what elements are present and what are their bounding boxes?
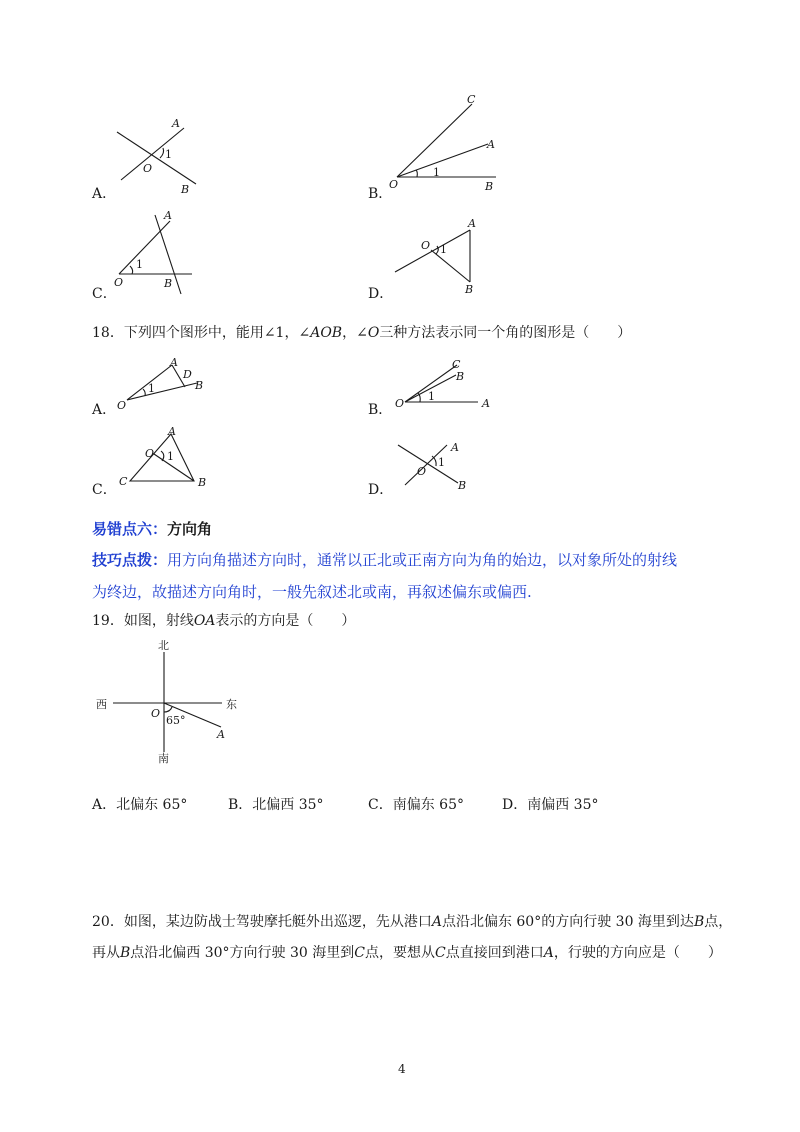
q20-line1: 20．如图，某边防战士驾驶摩托艇外出巡逻，先从港口A点沿北偏东 60°的方向行驶 30 海里到达B点， [92,914,733,930]
q17-c-label: C． [92,286,117,302]
svg-text:65°: 65° [166,714,186,727]
svg-text:A: A [468,217,476,230]
svg-text:南: 南 [158,752,169,765]
svg-text:1: 1 [148,382,155,395]
section6-heading: 易错点六：方向角 [92,520,213,538]
svg-text:C: C [452,358,461,371]
q19-option-a: A．北偏东 65° [92,797,188,813]
svg-text:1: 1 [433,166,440,179]
q17-d-label: D． [368,286,394,302]
svg-text:B: B [485,180,494,193]
svg-text:A: A [217,728,225,741]
svg-text:O: O [151,707,161,720]
q19-option-d: D．南偏西 35° [502,797,599,813]
svg-text:B: B [164,277,173,290]
svg-text:O: O [117,399,127,412]
q17-a-label: A． [92,186,117,202]
svg-text:B: B [181,183,190,196]
q17-b-label: B． [368,186,393,202]
q18-d-label: D． [368,482,394,498]
svg-text:C: C [119,475,128,488]
svg-text:东: 东 [226,698,237,711]
svg-text:O: O [417,465,427,478]
svg-text:1: 1 [440,243,447,256]
q18-b-label: B． [368,402,393,418]
section6-tip-line1: 技巧点拨：用方向角描述方向时，通常以正北或正南方向为角的始边，以对象所处的射线 [92,551,678,569]
section6-tip-line2: 为终边，故描述方向角时，一般先叙述北或南，再叙述偏东或偏西. [92,583,532,601]
svg-text:1: 1 [165,148,172,161]
q18-a-label: A． [92,402,117,418]
svg-text:O: O [114,276,124,289]
svg-text:A: A [482,397,490,410]
q19-stem: 19．如图，射线OA表示的方向是（ ） [92,613,356,629]
svg-text:A: A [451,441,459,454]
q19-option-c: C．南偏东 65° [368,797,464,813]
q20-line2: 再从B点沿北偏西 30°方向行驶 30 海里到C点，要想从C点直接回到港口A，行驶的方向应是（ ） [92,945,722,961]
q18-c-label: C． [92,482,117,498]
svg-text:A: A [172,117,180,130]
svg-text:A: A [487,138,495,151]
svg-text:1: 1 [136,258,143,271]
svg-text:O: O [145,447,155,460]
svg-text:O: O [389,178,399,191]
svg-text:C: C [467,93,476,106]
svg-text:西: 西 [96,698,107,711]
svg-text:O: O [395,397,405,410]
svg-text:B: B [198,476,207,489]
svg-text:北: 北 [158,639,169,652]
svg-text:B: B [456,370,465,383]
q19-option-b: B．北偏西 35° [228,797,324,813]
svg-text:A: A [168,425,176,438]
svg-text:O: O [143,162,153,175]
svg-text:D: D [183,368,192,381]
svg-text:B: B [458,479,467,492]
svg-text:A: A [164,209,172,222]
svg-text:1: 1 [438,456,445,469]
svg-text:1: 1 [428,390,435,403]
svg-text:B: B [465,283,474,296]
svg-text:B: B [195,379,204,392]
svg-text:A: A [170,356,178,369]
q18-stem: 18．下列四个图形中，能用∠1，∠AOB，∠O三种方法表示同一个角的图形是（ ） [92,325,632,341]
svg-text:O: O [421,239,431,252]
page-number: 4 [398,1062,406,1076]
svg-text:1: 1 [167,450,174,463]
